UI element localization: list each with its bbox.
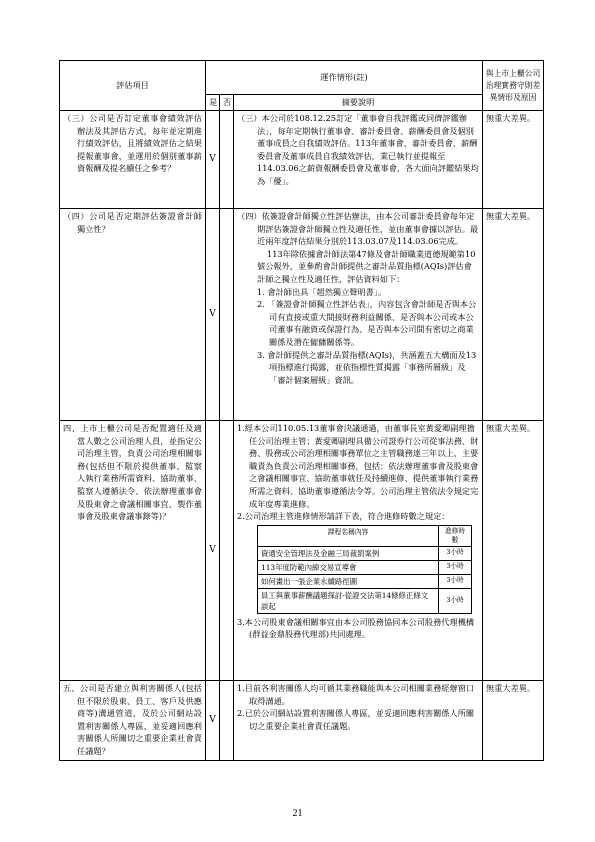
item-text: 四、上市上櫃公司是否配置適任及適當人數之公司治理人員，並指定公司治理主管，負責公司治理相關事務(包括但不限於提供董事、監察人執行業務所需資料、協助董事、監察人遵循法令、依法辦理董事會及股東會之會議相關事宜、製作董事會及股東會議事錄等)？ [63, 423, 202, 522]
header-difference: 與上市上櫃公司治理實務守則差異情形及原因 [483, 61, 544, 111]
item-text: （三）公司是否訂定董事會績效評估辦法及其評估方式，每年並定期進行績效評估，且將績效評估之結果提報董事會，並運用於個別董事薪資報酬及提名續任之參考？ [63, 113, 202, 174]
check-yes: V [206, 421, 220, 681]
check-no [220, 421, 234, 681]
check-no [220, 681, 234, 761]
training-course: 資通安全管理法及金融三局裁罰案例 [258, 546, 439, 560]
item-text: 五、公司是否建立與利害關係人(包括但不限於股東、員工、客戶及供應商等)溝通管道，及於公司網站設置利害關係人專區，並妥適回應利害關係人所關切之重要企業社會責任議題？ [63, 683, 202, 756]
header-no: 否 [220, 95, 234, 111]
difference-text: 無重大差異。 [483, 111, 544, 209]
check-no [220, 111, 234, 209]
training-course-header: 課程名稱內容 [258, 525, 439, 546]
difference-text: 無重大差異。 [483, 421, 544, 681]
description-paragraph: 3.本公司股東會議相關事宜由本公司股務協同本公司股務代理機構(群益金鼎股務代理部)共同處理。 [237, 616, 475, 640]
row-description [234, 681, 483, 761]
training-hours: 3小時 [439, 574, 472, 588]
row-item [60, 111, 206, 209]
training-table [257, 525, 472, 614]
row-description [234, 421, 483, 681]
description-list-item: 3. 會計師提供之審計品質指標(AQIs)，共涵蓋五大構面及13項指標進行揭露，並依指標性質揭露「事務所層級」及「審計個案層級」資訊。 [257, 349, 477, 385]
description-list-item: 1. 會計師出具「超然獨立聲明書」。 [257, 286, 387, 297]
header-yes: 是 [206, 95, 220, 111]
row-item [60, 421, 206, 681]
governance-evaluation-table [59, 60, 544, 761]
description-paragraph: 113年除依據會計師法第47條及會計師職業道德規範第10號公報外，並參酌會計師提供之審計品質指標(AQIs)評估會計師之獨立性及適任性，評估資料如下： [257, 248, 476, 284]
training-course: 如何畫出一張企業永續路徑圖 [258, 574, 439, 588]
description-paragraph: （四）依簽證會計師獨立性評估辦法，由本公司審計委員會每年定期評估簽證會計師獨立性及適任性，並由董事會據以評估。最近兩年度評估結果分別於113.03.07及114.03.06完成。 [237, 211, 479, 247]
difference-text: 無重大差異。 [483, 681, 544, 761]
difference-text: 無重大差異。 [483, 209, 544, 421]
training-hours-header: 進修時數 [439, 525, 472, 546]
training-hours: 3小時 [439, 588, 472, 613]
row-description [234, 209, 483, 421]
row-description [234, 111, 483, 209]
description-paragraph: （三）本公司於108.12.25訂定「董事會自我評鑑或同儕評鑑辦法」，每年定期執行董事會、審計委員會、薪酬委員會及個別董事成員之自我績效評估。113年董事會、審計委員會、薪酬委員會及董事成員自我績效評估，業已執行並提報至114.03.06之薪資報酬委員會及董事會，各大面向評鑑結果均為「優」。 [237, 113, 479, 186]
check-yes: V [206, 681, 220, 761]
row-item [60, 209, 206, 421]
header-description: 摘要說明 [234, 95, 483, 111]
page-number: 21 [292, 808, 303, 819]
check-yes: V [206, 209, 220, 421]
training-hours: 3小時 [439, 546, 472, 560]
check-yes: V [206, 111, 220, 209]
row-item [60, 681, 206, 761]
header-item: 評估項目 [60, 61, 206, 111]
training-hours: 3小時 [439, 560, 472, 574]
description-paragraph: 1.目前各利害關係人均可循其業務職能與本公司相關業務經辦窗口取得溝通。 [237, 683, 475, 706]
description-paragraph: 1.經本公司110.05.13董事會決議通過，由董事長室黃愛卿副理擔任公司治理主管；黃愛卿副理具備公司證券行公司從事法務、財務、股務或公司治理相關事務單位之主管職務達三年以上，主要職責為負責公司治理相關事務，包括：依法辦理董事會及股東會之會議相關事宜、協助董事就任及持續進修、提供董事執行業務所需之資料、協助董事遵循法令等。公司治理主管依法令規定完成年度專業進修。 [237, 423, 479, 509]
description-paragraph: 2.公司治理主管進修情形請詳下表，符合進修時數之規定： [237, 511, 450, 522]
item-text: （四）公司是否定期評估簽證會計師獨立性？ [63, 211, 202, 234]
training-course: 員工與董事薪酬議題探討-從證交法第14條修正條文談起 [258, 588, 439, 613]
training-course: 113年度防範內線交易宣導會 [258, 560, 439, 574]
header-status: 運作情形(註) [206, 61, 483, 95]
check-no [220, 209, 234, 421]
description-paragraph: 2.已於公司網站設置利害關係人專區，並妥適回應利害關係人所關切之重要企業社會責任議題。 [237, 708, 475, 731]
description-list-item: 2. 「簽證會計師獨立性評估表」，內容包含會計師是否與本公司有直接或重大間接財務利益關係、是否與本公司或本公司董事有融資或保證行為、是否與本公司間有密切之商業關係及潛在僱傭關係等。 [257, 299, 477, 347]
